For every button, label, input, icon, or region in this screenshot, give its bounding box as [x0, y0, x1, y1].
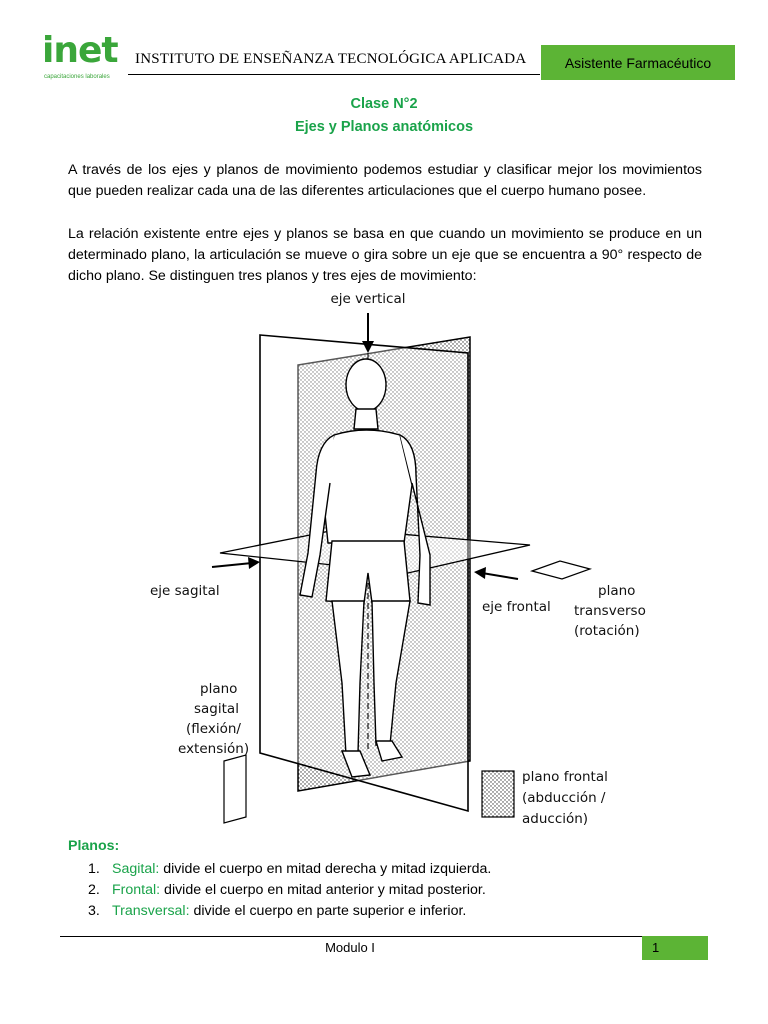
course-badge: Asistente Farmacéutico [541, 45, 735, 80]
class-number: Clase N°2 [350, 96, 418, 112]
footer-rule [60, 936, 708, 937]
logo-tagline: capacitaciones laborales [44, 74, 110, 80]
planos-heading: Planos: [68, 838, 120, 854]
label-frontal-2: (abducción / [522, 790, 606, 806]
label-sagital-1: plano [200, 681, 238, 697]
label-eje-vertical: eje vertical [330, 291, 406, 307]
inet-logo [38, 30, 116, 90]
page-title: Ejes y Planos anatómicos [294, 119, 474, 135]
frontal-axis-arrow [482, 573, 518, 579]
logo-word: inet [42, 30, 118, 71]
item-description: divide el cuerpo en mitad derecha y mitad izquierda. [159, 861, 492, 877]
list-item [88, 880, 491, 901]
item-description: divide el cuerpo en mitad anterior y mitad posterior. [160, 882, 486, 898]
anatomical-planes-figure [120, 283, 650, 835]
sagittal-legend-icon [224, 755, 246, 823]
item-term: Transversal: [112, 903, 190, 919]
page-number: 1 [642, 936, 708, 960]
item-number: 2. [88, 882, 100, 898]
intro-paragraph: A través de los ejes y planos de movimiento podemos estudiar y clasificar mejor los movimientos que pueden realizar cada una de las diferentes articulaciones que el cuerpo humano posee. [68, 162, 702, 199]
label-eje-frontal: eje frontal [482, 599, 551, 615]
planos-list [88, 859, 491, 922]
list-item [88, 859, 491, 880]
label-sagital-2: sagital [194, 701, 239, 717]
item-number: 3. [88, 903, 100, 919]
institute-name: INSTITUTO DE ENSEÑANZA TECNOLÓGICA APLICADA [135, 51, 527, 67]
frontal-legend-icon [482, 771, 514, 817]
item-number: 1. [88, 861, 100, 877]
item-term: Frontal: [112, 882, 161, 898]
label-eje-sagital: eje sagital [150, 583, 220, 599]
label-transverso-2: transverso [574, 603, 646, 619]
list-item [88, 901, 491, 922]
item-term: Sagital: [112, 861, 160, 877]
header-rule [128, 74, 540, 75]
label-transverso-1: plano [598, 583, 636, 599]
label-frontal-3: aducción) [522, 811, 589, 827]
footer-module: Modulo I [325, 940, 375, 955]
transverse-legend-icon [532, 561, 590, 579]
label-transverso-3: (rotación) [574, 623, 640, 639]
item-description: divide el cuerpo en parte superior e inferior. [189, 903, 467, 919]
sagittal-axis-arrow [212, 563, 252, 567]
label-frontal-1: plano frontal [522, 769, 608, 785]
relation-paragraph: La relación existente entre ejes y planos se basa en que cuando un movimiento se produce en un determinado plano, la articulación se mueve o gira sobre un eje que se encuentra a 90° respecto de dicho plano. Se distinguen tres planos y tres ejes de movimiento: [68, 226, 702, 284]
label-sagital-4: extensión) [178, 741, 250, 757]
label-sagital-3: (flexión/ [186, 721, 241, 737]
